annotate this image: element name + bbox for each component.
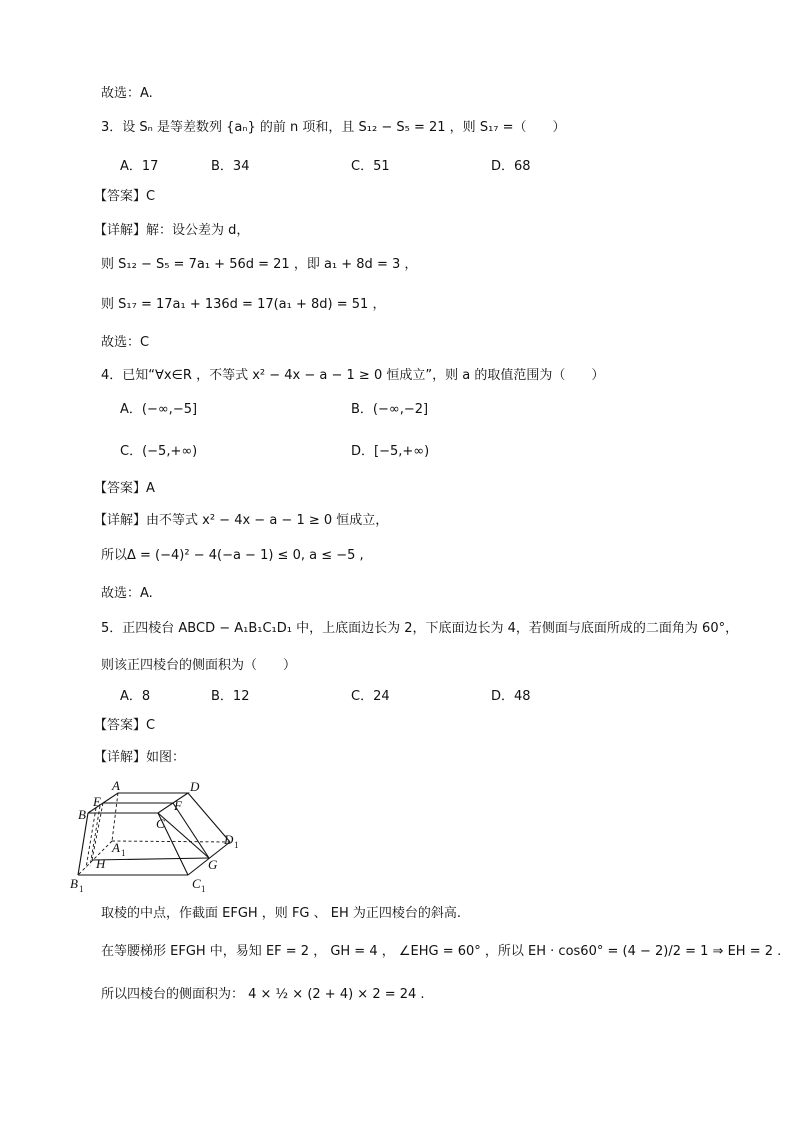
q5-explain-1: 取棱的中点，作截面 EFGH ，则 FG 、 EH 为正四棱台的斜高. <box>101 906 462 921</box>
q3-answer: 【答案】C <box>94 189 156 204</box>
label-D1: D <box>224 832 234 847</box>
q3-explain-1: 【详解】解：设公差为 d， <box>94 223 250 238</box>
label-F: F <box>174 798 182 813</box>
q4-option-d: D．[−5,+∞) <box>351 444 430 459</box>
q5-explain-intro: 【详解】如图： <box>94 750 186 765</box>
q3-option-c: C．51 <box>351 159 390 174</box>
label-B1: B <box>70 876 78 891</box>
label-D1-sub: 1 <box>234 840 239 850</box>
label-B: B <box>78 807 86 822</box>
label-C1-sub: 1 <box>201 884 206 894</box>
line-conclusion-q2: 故选：A. <box>101 86 153 101</box>
q3-explain-3: 则 S₁₇ = 17a₁ + 136d = 17(a₁ + 8d) = 51 ， <box>101 297 386 312</box>
label-E: E <box>93 794 101 809</box>
q5-option-a: A．8 <box>120 689 151 704</box>
q5-option-b: B．12 <box>211 689 250 704</box>
q4-explain-1: 【详解】由不等式 x² − 4x − a − 1 ≥ 0 恒成立， <box>94 513 389 528</box>
q3-option-b: B．34 <box>211 159 250 174</box>
q3-option-d: D．68 <box>491 159 531 174</box>
q5-explain-2: 在等腰梯形 EFGH 中，易知 EF = 2 ， GH = 4 ， ∠EHG = 60° ，所以 EH · cos60° = (4 − 2)/2 = 1 ⇒ EH = 2 . <box>101 944 782 959</box>
label-B1-sub: 1 <box>79 884 84 894</box>
question-5-stem: 5．正四棱台 ABCD − A₁B₁C₁D₁ 中，上底面边长为 2，下底面边长为 4，若侧面与底面所成的二面角为 60°， <box>101 621 739 636</box>
q4-answer: 【答案】A <box>94 481 155 496</box>
q5-answer: 【答案】C <box>94 718 156 733</box>
q5-explain-3: 所以四棱台的侧面积为： 4 × ½ × (2 + 4) × 2 = 24 . <box>101 987 425 1002</box>
frustum-figure <box>70 778 250 896</box>
q4-conclusion: 故选：A. <box>101 586 153 601</box>
q4-explain-2: 所以Δ = (−4)² − 4(−a − 1) ≤ 0, a ≤ −5 , <box>101 548 364 563</box>
q4-option-a: A．(−∞,−5] <box>120 402 198 417</box>
q3-option-a: A．17 <box>120 159 159 174</box>
label-A1-sub: 1 <box>121 848 126 858</box>
question-3-stem: 3．设 Sₙ 是等差数列 {aₙ} 的前 n 项和，且 S₁₂ − S₅ = 21 ，则 S₁₇ =（ ） <box>101 120 566 135</box>
label-A: A <box>112 778 120 793</box>
label-C: C <box>156 816 165 831</box>
q5-option-c: C．24 <box>351 689 390 704</box>
question-5-stem-2: 则该正四棱台的侧面积为（ ） <box>101 658 297 673</box>
label-C1: C <box>192 876 201 891</box>
question-4-stem: 4．已知“∀x∈R ，不等式 x² − 4x − a − 1 ≥ 0 恒成立”，则 a 的取值范围为（ ） <box>101 368 605 383</box>
label-A1: A <box>112 840 120 855</box>
q3-conclusion: 故选：C <box>101 335 150 350</box>
q4-option-c: C．(−5,+∞) <box>120 444 198 459</box>
label-G: G <box>208 857 218 872</box>
q4-option-b: B．(−∞,−2] <box>351 402 429 417</box>
q3-explain-2: 则 S₁₂ − S₅ = 7a₁ + 56d = 21 ，即 a₁ + 8d = 3 ， <box>101 257 418 272</box>
label-D: D <box>190 779 200 794</box>
label-H: H <box>96 856 106 871</box>
q5-option-d: D．48 <box>491 689 531 704</box>
